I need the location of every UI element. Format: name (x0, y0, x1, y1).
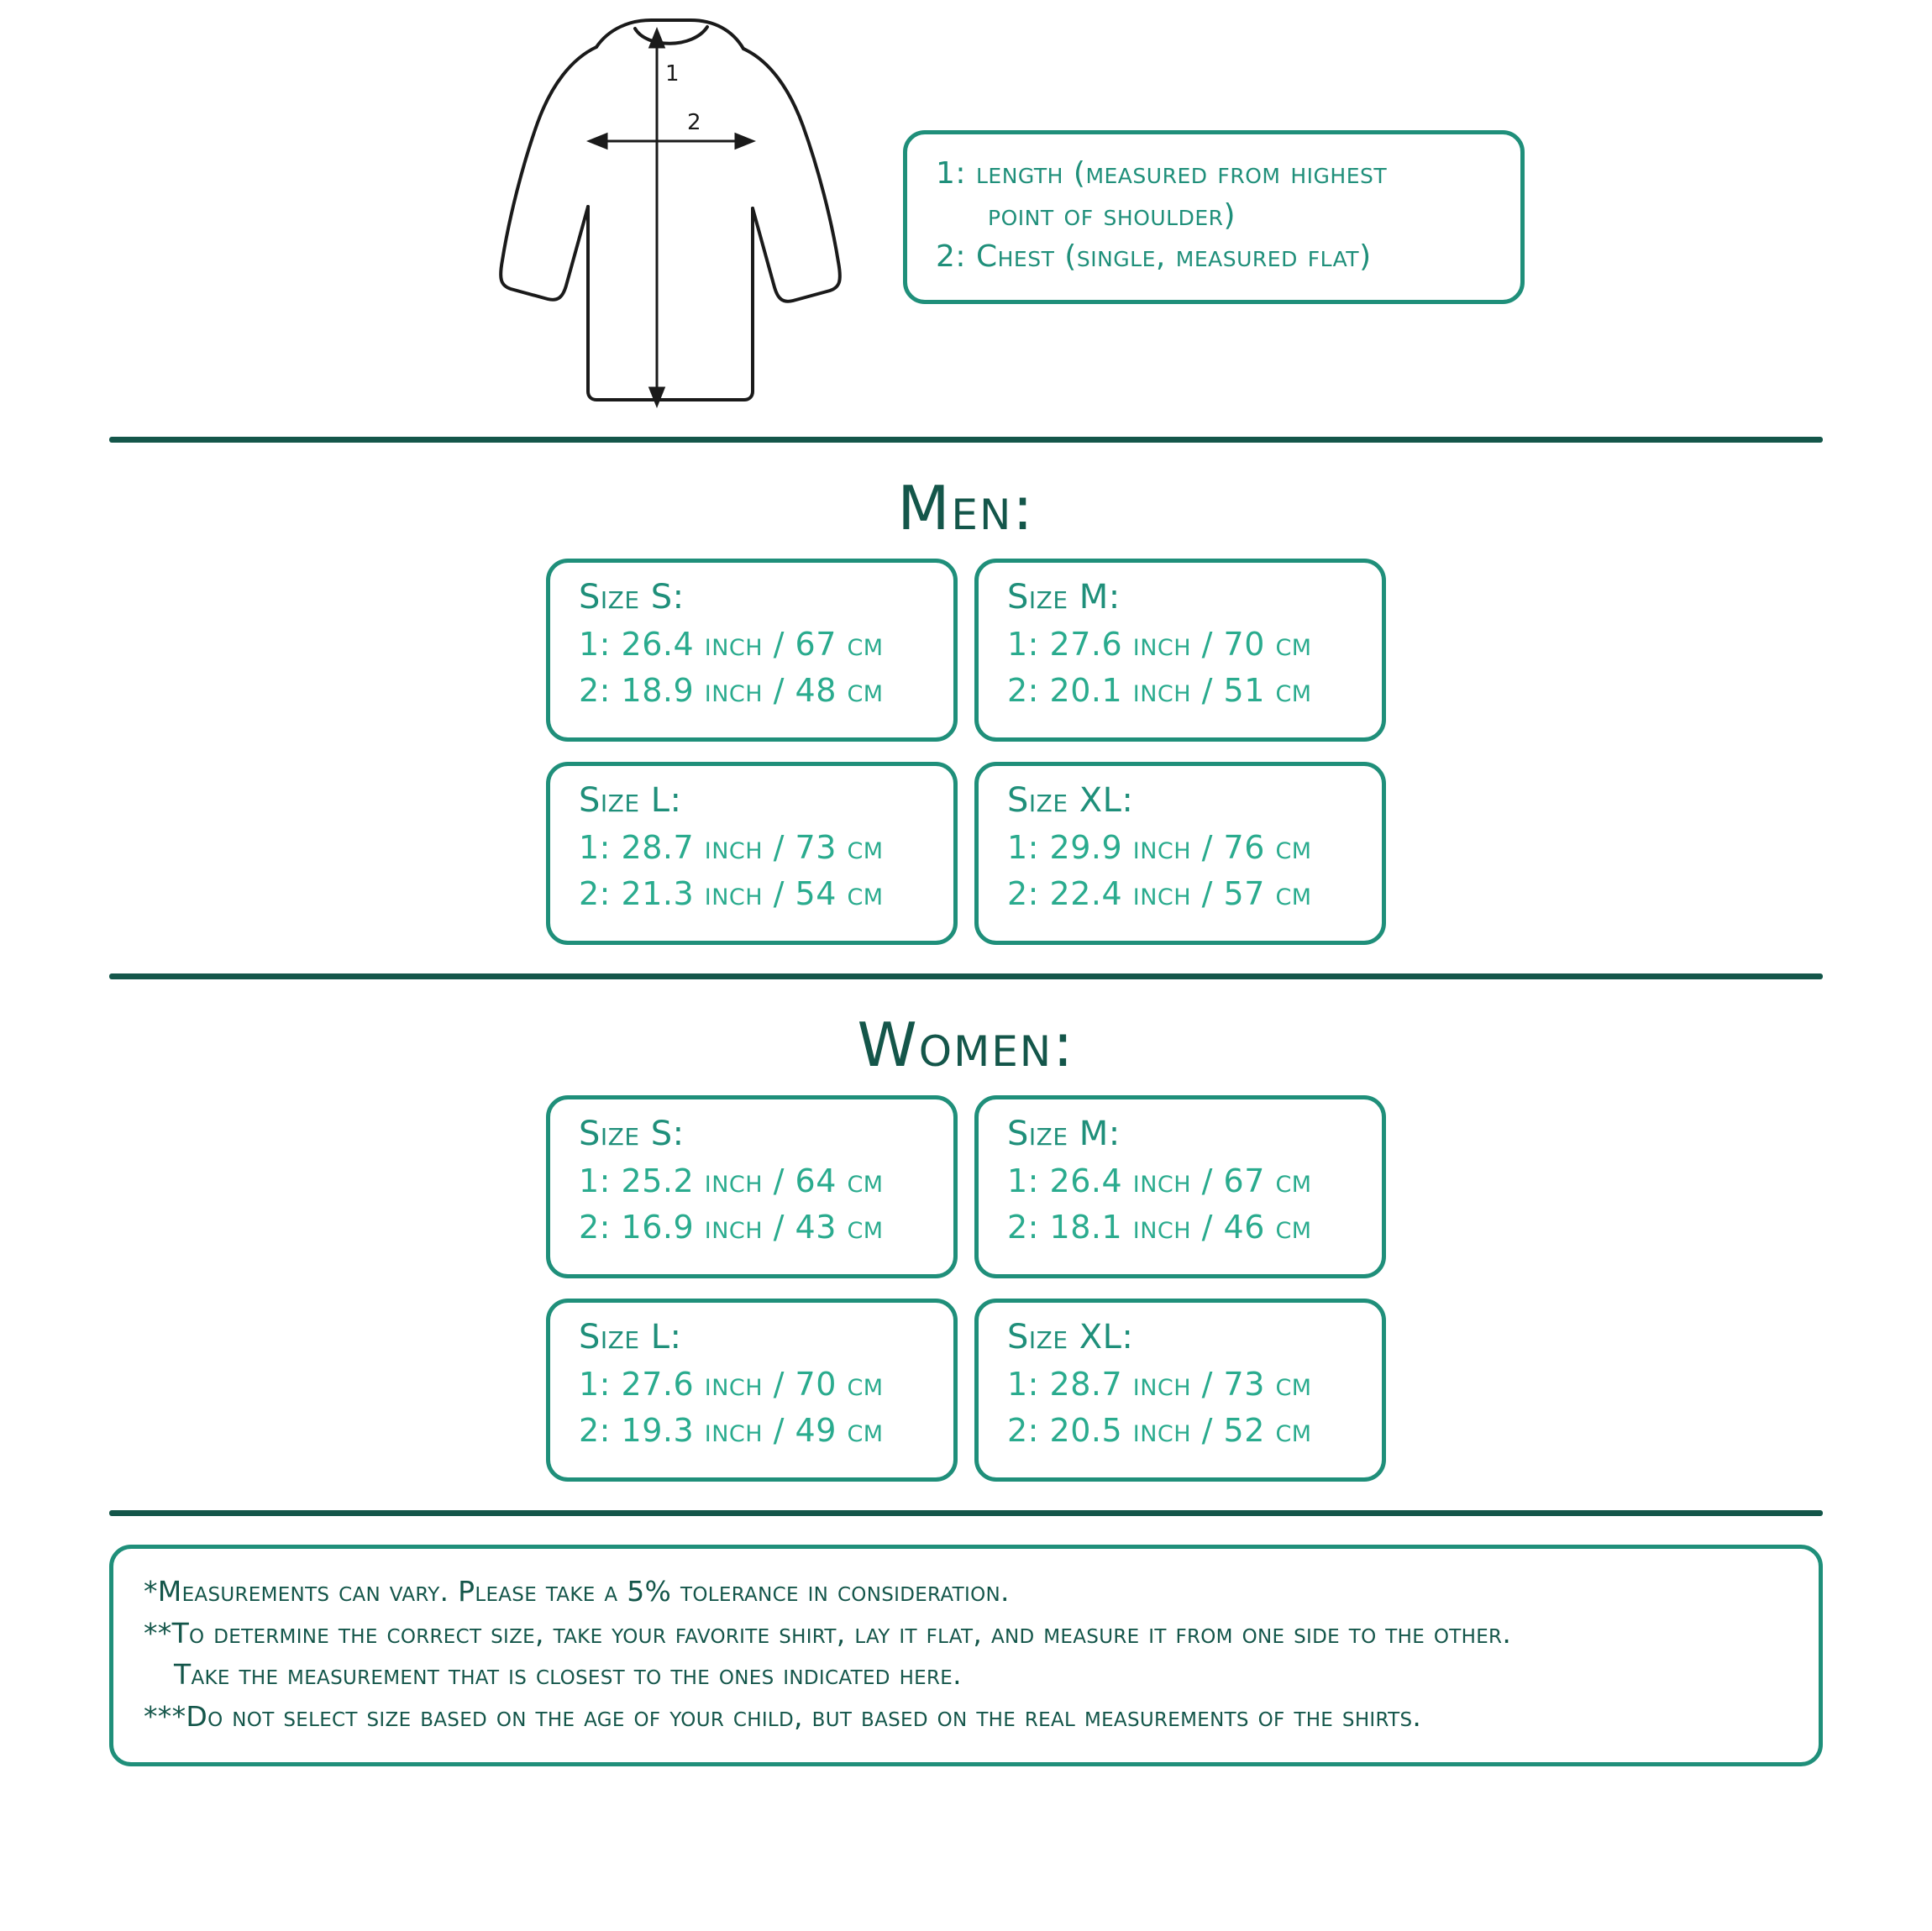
length-value: 1: 29.9 inch / 76 cm (1007, 829, 1312, 866)
length-value: 1: 26.4 inch / 67 cm (1007, 1162, 1312, 1199)
section-title-men: Men: (897, 473, 1035, 543)
shirt-diagram (470, 8, 874, 428)
length-value: 1: 25.2 inch / 64 cm (579, 1162, 884, 1199)
size-cards-men (546, 559, 1386, 973)
length-value: 1: 27.6 inch / 70 cm (1007, 626, 1312, 663)
chest-value: 2: 20.1 inch / 51 cm (1007, 672, 1312, 710)
note-2: **To determine the correct size, take your favorite shirt, lay it flat, and measure it from one side to the other. (144, 1616, 1512, 1650)
legend-line-2: 2: Chest (single, measured flat) (936, 239, 1372, 275)
divider-bottom (109, 1510, 1823, 1516)
chest-value: 2: 20.5 inch / 52 cm (1007, 1412, 1312, 1450)
measure-label-2: 2 (687, 110, 701, 135)
measure-label-1: 1 (665, 61, 680, 87)
size-label: Size XL: (1007, 781, 1134, 820)
length-value: 1: 26.4 inch / 67 cm (579, 626, 884, 663)
legend-line-1: 1: length (measured from highest (936, 156, 1388, 191)
chest-value: 2: 18.1 inch / 46 cm (1007, 1209, 1312, 1246)
size-label: Size S: (579, 1115, 685, 1153)
size-label: Size S: (579, 578, 685, 617)
divider-top (109, 437, 1823, 443)
length-value: 1: 28.7 inch / 73 cm (579, 829, 884, 866)
section-men (0, 473, 1932, 973)
size-label: Size L: (579, 781, 682, 820)
notes-box (109, 1545, 1823, 1766)
note-3: ***Do not select size based on the age of your child, but based on the real measurements of the shirts. (144, 1699, 1422, 1733)
size-label: Size M: (1007, 578, 1121, 617)
chest-value: 2: 18.9 inch / 48 cm (579, 672, 884, 710)
chest-value: 2: 22.4 inch / 57 cm (1007, 875, 1312, 913)
size-card (546, 1095, 958, 1278)
size-card (974, 762, 1386, 945)
chest-value: 2: 19.3 inch / 49 cm (579, 1412, 884, 1450)
size-card (974, 1095, 1386, 1278)
legend-line-1b: point of shoulder) (988, 197, 1236, 233)
size-label: Size L: (579, 1318, 682, 1356)
size-card (546, 762, 958, 945)
illustration-area (0, 0, 1932, 437)
size-card (546, 559, 958, 742)
size-label: Size XL: (1007, 1318, 1134, 1356)
section-title-women: Women: (857, 1010, 1075, 1080)
chest-value: 2: 16.9 inch / 43 cm (579, 1209, 884, 1246)
size-card (546, 1299, 958, 1482)
length-value: 1: 28.7 inch / 73 cm (1007, 1366, 1312, 1403)
section-women (0, 1010, 1932, 1510)
size-label: Size M: (1007, 1115, 1121, 1153)
length-value: 1: 27.6 inch / 70 cm (579, 1366, 884, 1403)
legend-box (903, 130, 1525, 304)
size-card (974, 559, 1386, 742)
size-card (974, 1299, 1386, 1482)
size-cards-women (546, 1095, 1386, 1510)
divider-middle (109, 973, 1823, 979)
note-2b: Take the measurement that is closest to the ones indicated here. (174, 1658, 962, 1691)
note-1: *Measurements can vary. Please take a 5% tolerance in consideration. (144, 1575, 1010, 1608)
chest-value: 2: 21.3 inch / 54 cm (579, 875, 884, 913)
